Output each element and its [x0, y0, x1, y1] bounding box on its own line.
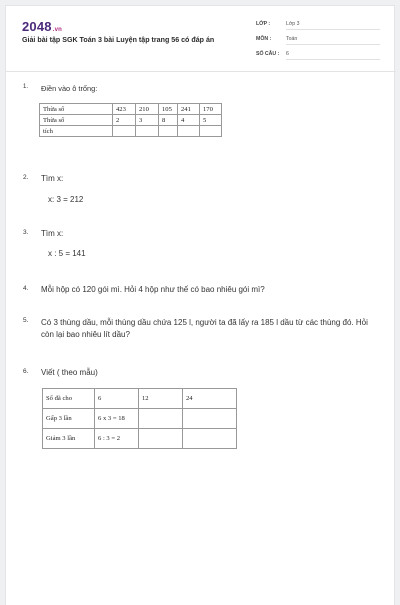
table-row: Giảm 3 lần 6 : 3 = 2: [43, 429, 237, 449]
table-row: Gấp 3 lần 6 x 3 = 18: [43, 409, 237, 429]
document-page: 2048.vn Giải bài tập SGK Toán 3 bài Luyện tập trang 56 có đáp án LỚP : Lớp 3 MÔN : Toán SỐ CÂU : 6 1. Điền vào ô trống: Thừa số 423 210 105 241 170 Thừa số 2 3 8 4 5 tích 2. Tìm x: x: 3 = 212 3. Tìm x: x : 5 = 141 4. Mỗi hộp có 120 gói mì. Hỏi 4 hộp như thế có bao nhiêu gói mì? 5. Có 3 thùng dầu, mỗi thùng dầu chứa 125 l, người ta đã lấy ra 185 l dầu từ các thùng đó. Hỏi còn lại bao nhiêu lít dầu? 6. Viết ( theo mẫu) Số đã cho 6 12 24 Gấp 3 lần 6 x 3 = 18 Giảm 3 lần 6 : 3 = 2: [5, 5, 395, 605]
table-row: tích: [40, 126, 222, 137]
question-2-expression: x: 3 = 212: [48, 195, 84, 204]
table-example: [42, 388, 237, 449]
table-row: Thừa số 423 210 105 241 170: [40, 104, 222, 115]
table-row: Thừa số 2 3 8 4 5: [40, 115, 222, 126]
question-3-expression: x : 5 = 141: [48, 249, 86, 258]
table-row: Số đã cho 6 12 24: [43, 389, 237, 409]
site-logo[interactable]: 2048.vn: [22, 19, 63, 34]
table-fill-in: [39, 103, 222, 137]
document-title: Giải bài tập SGK Toán 3 bài Luyện tập trang 56 có đáp án: [22, 36, 215, 44]
document-header: 2048.vn Giải bài tập SGK Toán 3 bài Luyện tập trang 56 có đáp án LỚP : Lớp 3 MÔN : Toán SỐ CÂU : 6: [6, 6, 396, 72]
